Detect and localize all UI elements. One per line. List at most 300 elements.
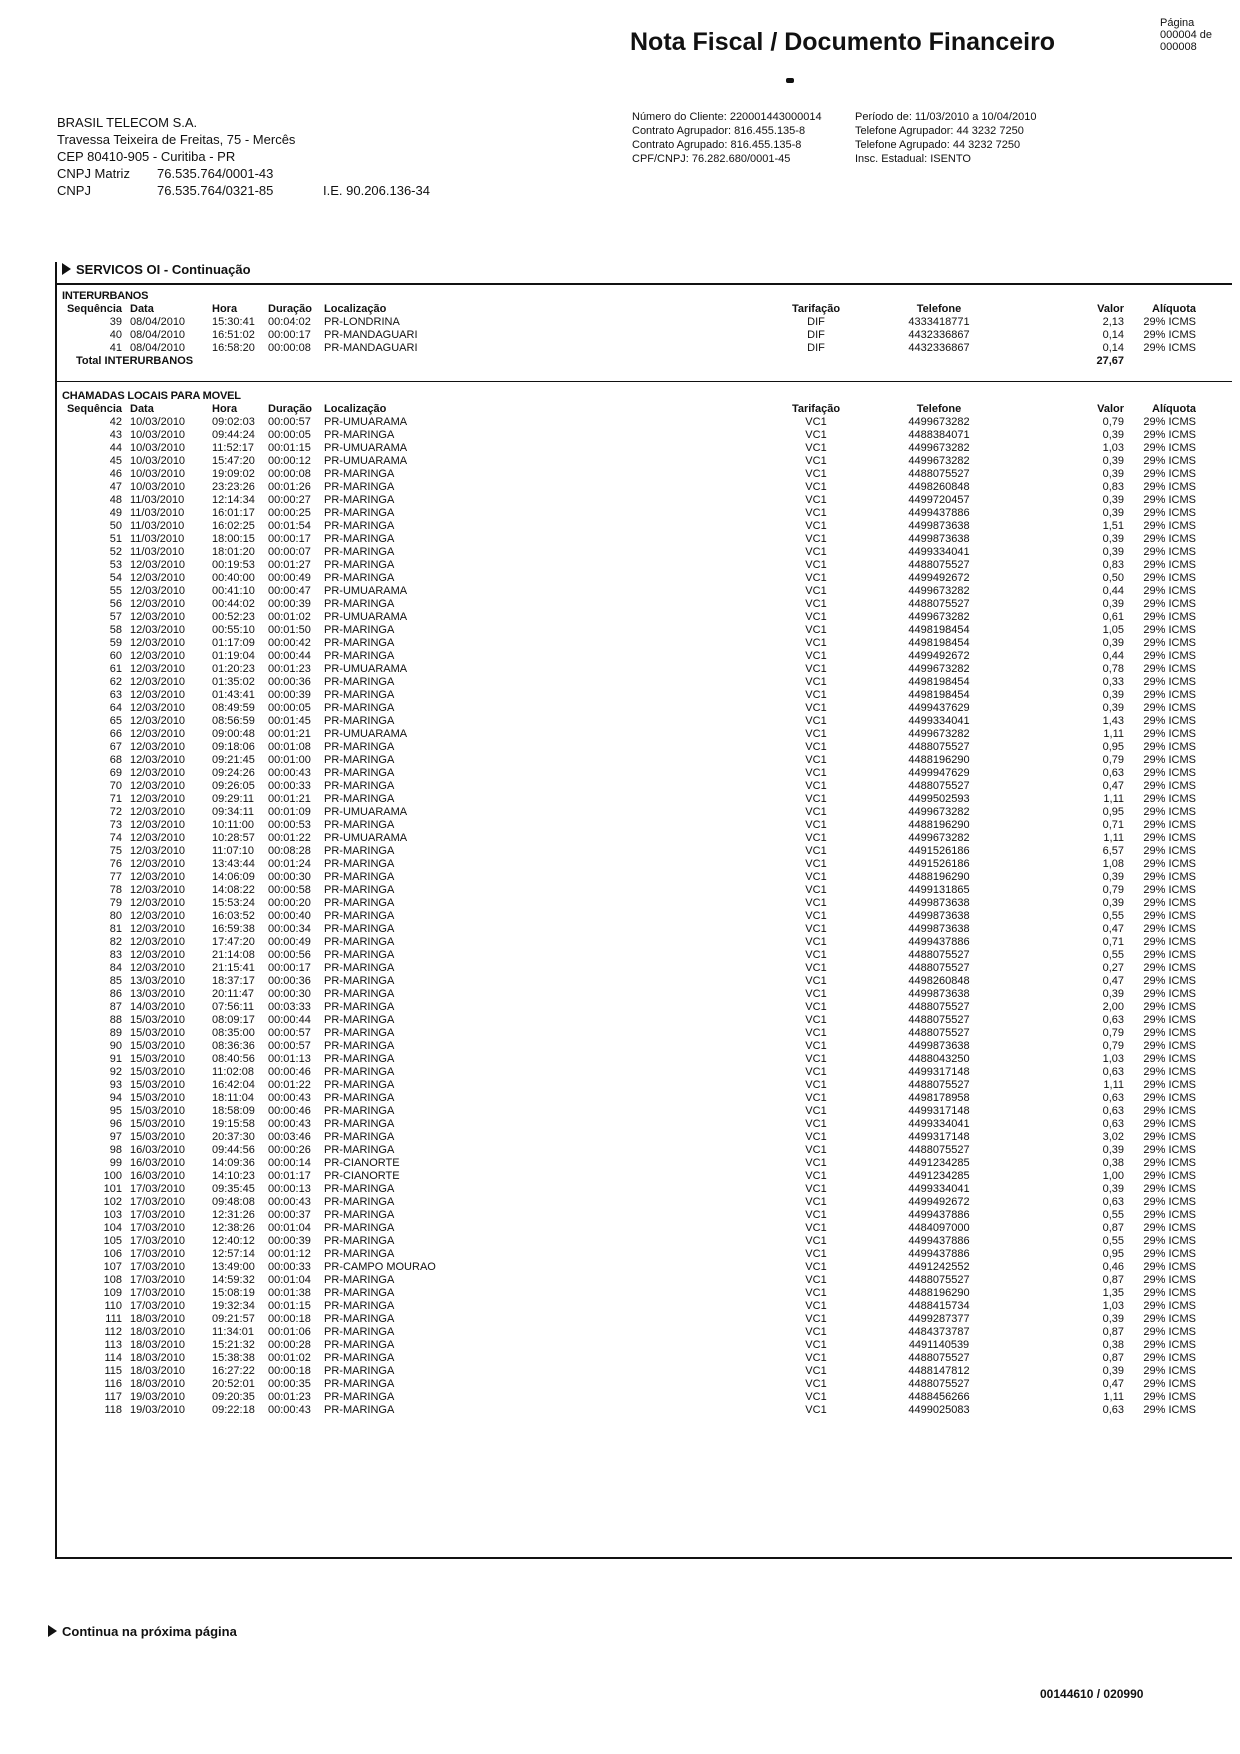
table-row: [62, 1183, 1196, 1196]
cell-seq: 48: [109, 494, 122, 506]
cell-duration: 00:03:33: [268, 1001, 311, 1013]
cell-seq: 90: [109, 1040, 122, 1052]
table-row: [62, 689, 1196, 702]
cell-seq: 100: [103, 1170, 122, 1182]
cell-date: 12/03/2010: [130, 559, 186, 571]
col-location: Localização: [324, 403, 387, 415]
cell-phone: 4499673282: [908, 728, 970, 740]
cell-duration: 00:00:43: [268, 1118, 311, 1130]
cell-date: 18/03/2010: [130, 1313, 186, 1325]
cell-phone: 4498260848: [908, 481, 970, 493]
cell-seq: 39: [109, 316, 122, 328]
cell-value: 0,63: [1102, 1118, 1124, 1130]
cell-date: 18/03/2010: [130, 1326, 186, 1338]
cell-date: 12/03/2010: [130, 572, 186, 584]
cell-phone: 4499131865: [908, 884, 970, 896]
cell-date: 15/03/2010: [130, 1118, 186, 1130]
cell-aliquota: 29% ICMS: [1143, 988, 1196, 1000]
col-tarifacao: Tarifação: [791, 303, 841, 315]
cell-duration: 00:00:27: [268, 494, 311, 506]
cell-seq: 93: [109, 1079, 122, 1091]
cell-location: PR-MANDAGUARI: [324, 329, 418, 341]
cell-tarifacao: VC1: [805, 1248, 827, 1260]
cell-time: 15:08:19: [212, 1287, 255, 1299]
cell-date: 11/03/2010: [130, 520, 185, 532]
cell-aliquota: 29% ICMS: [1143, 329, 1196, 341]
table-row: [62, 1365, 1196, 1378]
cell-tarifacao: VC1: [805, 910, 827, 922]
cell-date: 10/03/2010: [130, 416, 186, 428]
cell-seq: 47: [109, 481, 122, 493]
cell-seq: 114: [104, 1352, 122, 1364]
cell-aliquota: 29% ICMS: [1143, 650, 1196, 662]
cell-time: 01:17:09: [212, 637, 255, 649]
document-title: Nota Fiscal / Documento Financeiro: [630, 28, 1056, 56]
cell-location: PR-MARINGA: [324, 468, 395, 480]
cell-value: 0,33: [1102, 676, 1124, 688]
table-row: [62, 949, 1196, 962]
table-row: [62, 1209, 1196, 1222]
col-phone: Telefone: [916, 403, 962, 415]
cell-duration: 00:00:20: [268, 897, 311, 909]
cell-seq: 58: [109, 624, 122, 636]
cell-time: 16:42:04: [212, 1079, 255, 1091]
cell-date: 10/03/2010: [130, 468, 186, 480]
cell-aliquota: 29% ICMS: [1143, 962, 1196, 974]
cell-tarifacao: VC1: [805, 1053, 827, 1065]
cell-seq: 49: [109, 507, 122, 519]
cell-date: 12/03/2010: [130, 611, 186, 623]
cell-tarifacao: VC1: [805, 1131, 827, 1143]
cell-time: 09:22:18: [212, 1404, 255, 1416]
cell-date: 12/03/2010: [130, 624, 186, 636]
cell-seq: 62: [109, 676, 122, 688]
cell-phone: 4498178958: [908, 1092, 970, 1104]
cell-time: 16:58:20: [212, 342, 255, 354]
cell-duration: 00:00:49: [268, 572, 311, 584]
cell-time: 11:52:17: [212, 442, 255, 454]
cell-date: 12/03/2010: [130, 663, 186, 675]
cell-aliquota: 29% ICMS: [1143, 1326, 1196, 1338]
cell-location: PR-MARINGA: [324, 572, 395, 584]
cell-value: 0,38: [1102, 1339, 1124, 1351]
cell-phone: 4491234285: [908, 1157, 970, 1169]
cell-date: 12/03/2010: [130, 728, 186, 740]
cell-phone: 4499873638: [908, 1040, 970, 1052]
cell-duration: 00:01:12: [268, 1248, 311, 1260]
cell-duration: 00:01:15: [268, 442, 311, 454]
cell-value: 0,83: [1102, 481, 1124, 493]
cell-location: PR-CIANORTE: [324, 1157, 400, 1169]
cell-location: PR-MARINGA: [324, 494, 395, 506]
table-row: [62, 442, 1196, 455]
cell-date: 12/03/2010: [130, 962, 186, 974]
cell-seq: 77: [109, 871, 122, 883]
table-row: [62, 1196, 1196, 1209]
cell-value: 0,63: [1102, 1066, 1124, 1078]
cell-time: 01:35:02: [212, 676, 255, 688]
cnpj-matriz-label: CNPJ Matriz: [57, 166, 130, 181]
cell-location: PR-MARINGA: [324, 1313, 395, 1325]
cell-date: 12/03/2010: [130, 806, 186, 818]
cell-date: 15/03/2010: [130, 1053, 186, 1065]
cell-duration: 00:00:42: [268, 637, 311, 649]
cell-seq: 97: [109, 1131, 122, 1143]
cell-tarifacao: VC1: [805, 455, 827, 467]
cell-location: PR-MARINGA: [324, 845, 395, 857]
cell-time: 11:02:08: [212, 1066, 255, 1078]
cell-aliquota: 29% ICMS: [1143, 741, 1196, 753]
cell-date: 17/03/2010: [130, 1287, 186, 1299]
cell-date: 12/03/2010: [130, 754, 186, 766]
table-row: [62, 1287, 1196, 1300]
section-left-rule: [55, 262, 57, 1559]
cell-duration: 00:00:14: [268, 1157, 311, 1169]
cell-seq: 95: [109, 1105, 122, 1117]
col-date: Data: [130, 303, 154, 315]
col-time: Hora: [212, 303, 238, 315]
section-title: [62, 262, 251, 277]
phone-agrupado: Telefone Agrupado: 44 3232 7250: [855, 139, 1021, 151]
cell-duration: 00:00:44: [268, 650, 311, 662]
cell-aliquota: 29% ICMS: [1143, 1092, 1196, 1104]
cell-aliquota: 29% ICMS: [1143, 936, 1196, 948]
cell-aliquota: 29% ICMS: [1143, 949, 1196, 961]
table-row: [62, 676, 1196, 689]
cell-location: PR-MARINGA: [324, 533, 395, 545]
cell-seq: 44: [109, 442, 122, 454]
cell-time: 00:40:00: [212, 572, 255, 584]
company-name: BRASIL TELECOM S.A.: [57, 115, 198, 130]
cell-aliquota: 29% ICMS: [1143, 1040, 1196, 1052]
cell-location: PR-MARINGA: [324, 1404, 395, 1416]
cell-duration: 00:01:09: [268, 806, 311, 818]
cell-value: 0,55: [1102, 949, 1124, 961]
cell-tarifacao: VC1: [805, 832, 827, 844]
cell-location: PR-MARINGA: [324, 819, 395, 831]
cell-location: PR-MARINGA: [324, 754, 395, 766]
col-value: Valor: [1097, 303, 1124, 315]
cell-tarifacao: VC1: [805, 481, 827, 493]
cell-date: 19/03/2010: [130, 1404, 186, 1416]
cell-seq: 83: [109, 949, 122, 961]
cell-aliquota: 29% ICMS: [1143, 1313, 1196, 1325]
table-row: [62, 1313, 1196, 1326]
cell-seq: 57: [109, 611, 122, 623]
table-row: [62, 416, 1196, 429]
cell-date: 12/03/2010: [130, 858, 186, 870]
cell-duration: 00:01:26: [268, 481, 311, 493]
locais-table: [62, 403, 1196, 1417]
cell-phone: 4491140539: [908, 1339, 970, 1351]
cell-duration: 00:00:39: [268, 598, 311, 610]
cell-location: PR-MARINGA: [324, 1339, 395, 1351]
cell-value: 0,55: [1102, 1235, 1124, 1247]
cell-duration: 00:01:22: [268, 1079, 311, 1091]
cell-location: PR-MARINGA: [324, 1352, 395, 1364]
cell-seq: 68: [109, 754, 122, 766]
cell-tarifacao: VC1: [805, 507, 827, 519]
cell-seq: 53: [109, 559, 122, 571]
cell-time: 18:00:15: [212, 533, 255, 545]
cell-value: 0,39: [1102, 546, 1124, 558]
cell-seq: 64: [109, 702, 122, 714]
cell-date: 15/03/2010: [130, 1040, 186, 1052]
cell-aliquota: 29% ICMS: [1143, 1079, 1196, 1091]
cell-seq: 61: [109, 663, 122, 675]
cell-tarifacao: VC1: [805, 676, 827, 688]
cell-seq: 67: [109, 741, 122, 753]
cell-location: PR-UMUARAMA: [324, 416, 408, 428]
cell-time: 00:55:10: [212, 624, 255, 636]
cell-location: PR-MARINGA: [324, 1092, 395, 1104]
cell-duration: 00:00:58: [268, 884, 311, 896]
cell-duration: 00:01:38: [268, 1287, 311, 1299]
cell-duration: 00:01:23: [268, 663, 311, 675]
table-row: [62, 897, 1196, 910]
phone-agrupador: Telefone Agrupador: 44 3232 7250: [855, 125, 1024, 137]
logo-mark: [786, 78, 794, 83]
cell-duration: 00:00:25: [268, 507, 311, 519]
cell-location: PR-CAMPO MOURAO: [324, 1261, 436, 1273]
cell-tarifacao: VC1: [805, 1235, 827, 1247]
cell-aliquota: 29% ICMS: [1143, 637, 1196, 649]
table-row: [62, 910, 1196, 923]
cell-aliquota: 29% ICMS: [1143, 416, 1196, 428]
table-row: [62, 819, 1196, 832]
cell-duration: 00:00:46: [268, 1066, 311, 1078]
cell-duration: 00:01:54: [268, 520, 311, 532]
cell-date: 12/03/2010: [130, 689, 186, 701]
cell-seq: 54: [109, 572, 122, 584]
cell-location: PR-MARINGA: [324, 1391, 395, 1403]
cell-duration: 00:04:02: [268, 316, 311, 328]
cell-date: 08/04/2010: [130, 316, 186, 328]
cell-location: PR-MARINGA: [324, 624, 395, 636]
table-row: [62, 793, 1196, 806]
cell-tarifacao: VC1: [805, 780, 827, 792]
cell-date: 12/03/2010: [130, 910, 186, 922]
cell-date: 12/03/2010: [130, 702, 186, 714]
cell-location: PR-MARINGA: [324, 1079, 395, 1091]
cell-time: 20:52:01: [212, 1378, 255, 1390]
cell-date: 10/03/2010: [130, 442, 186, 454]
cell-duration: 00:01:27: [268, 559, 311, 571]
cell-value: 1,51: [1102, 520, 1124, 532]
table-row: [62, 884, 1196, 897]
cell-aliquota: 29% ICMS: [1143, 624, 1196, 636]
cell-time: 08:56:59: [212, 715, 255, 727]
cell-time: 14:10:23: [212, 1170, 255, 1182]
cell-duration: 00:00:39: [268, 689, 311, 701]
cell-value: 0,87: [1102, 1352, 1124, 1364]
cell-phone: 4499334041: [908, 1118, 970, 1130]
cell-tarifacao: VC1: [805, 650, 827, 662]
cell-duration: 00:01:00: [268, 754, 311, 766]
cell-time: 12:40:12: [212, 1235, 255, 1247]
cell-value: 0,39: [1102, 468, 1124, 480]
cell-location: PR-MARINGA: [324, 1287, 395, 1299]
cell-date: 12/03/2010: [130, 637, 186, 649]
page-label: Página: [1160, 17, 1195, 29]
cell-location: PR-MARINGA: [324, 598, 395, 610]
interurbanos-table: [62, 303, 1196, 368]
cell-date: 15/03/2010: [130, 1131, 186, 1143]
cell-time: 09:48:08: [212, 1196, 255, 1208]
cell-date: 11/03/2010: [130, 533, 185, 545]
cell-time: 19:09:02: [212, 468, 255, 480]
cell-seq: 78: [109, 884, 122, 896]
cell-tarifacao: VC1: [805, 1196, 827, 1208]
cell-phone: 4499673282: [908, 455, 970, 467]
cell-time: 09:02:03: [212, 416, 255, 428]
cell-time: 20:37:30: [212, 1131, 255, 1143]
cell-location: PR-MARINGA: [324, 1326, 395, 1338]
cell-value: 0,39: [1102, 871, 1124, 883]
cell-date: 10/03/2010: [130, 481, 186, 493]
cell-location: PR-MARINGA: [324, 1066, 395, 1078]
cell-phone: 4491526186: [908, 845, 970, 857]
cell-date: 12/03/2010: [130, 767, 186, 779]
cell-phone: 4498198454: [908, 637, 970, 649]
cell-value: 0,55: [1102, 910, 1124, 922]
cell-date: 11/03/2010: [130, 494, 185, 506]
cell-seq: 96: [109, 1118, 122, 1130]
page-info: [1160, 17, 1230, 53]
cell-phone: 4499947629: [908, 767, 970, 779]
cell-phone: 4484097000: [908, 1222, 970, 1234]
table-row: [62, 962, 1196, 975]
cell-phone: 4491526186: [908, 858, 970, 870]
cell-phone: 4499437886: [908, 1235, 970, 1247]
cell-tarifacao: VC1: [805, 754, 827, 766]
cell-phone: 4499437629: [908, 702, 970, 714]
cell-time: 01:19:04: [212, 650, 255, 662]
cell-date: 17/03/2010: [130, 1183, 186, 1195]
cell-value: 0,87: [1102, 1326, 1124, 1338]
cell-seq: 113: [104, 1339, 122, 1351]
cell-location: PR-MARINGA: [324, 1209, 395, 1221]
cell-aliquota: 29% ICMS: [1143, 1274, 1196, 1286]
table-row: [62, 1339, 1196, 1352]
table-row: [62, 611, 1196, 624]
cell-duration: 00:00:36: [268, 676, 311, 688]
cell-date: 11/03/2010: [130, 546, 185, 558]
cell-date: 12/03/2010: [130, 884, 186, 896]
cell-seq: 51: [109, 533, 122, 545]
cell-time: 14:09:36: [212, 1157, 255, 1169]
cell-duration: 00:00:17: [268, 533, 311, 545]
page-number: 000004 de 000008: [1160, 29, 1212, 53]
cell-phone: 4499873638: [908, 897, 970, 909]
cell-time: 18:58:09: [212, 1105, 255, 1117]
cell-aliquota: 29% ICMS: [1143, 1105, 1196, 1117]
cell-time: 09:24:26: [212, 767, 255, 779]
cell-aliquota: 29% ICMS: [1143, 1404, 1196, 1416]
cell-aliquota: 29% ICMS: [1143, 1066, 1196, 1078]
cell-value: 0,63: [1102, 767, 1124, 779]
table-row: [62, 936, 1196, 949]
table-row: [62, 1274, 1196, 1287]
table-row: [62, 533, 1196, 546]
table-row: [62, 832, 1196, 845]
cell-duration: 00:00:43: [268, 767, 311, 779]
table-row: [62, 1378, 1196, 1391]
cell-aliquota: 29% ICMS: [1143, 871, 1196, 883]
cell-duration: 00:01:02: [268, 611, 311, 623]
cell-phone: 4499873638: [908, 923, 970, 935]
col-aliquota: Alíquota: [1152, 403, 1196, 415]
cell-value: 0,14: [1102, 329, 1124, 341]
section-title-text: SERVICOS OI - Continuação: [76, 262, 251, 277]
cell-aliquota: 29% ICMS: [1143, 663, 1196, 675]
cell-date: 17/03/2010: [130, 1248, 186, 1260]
cell-aliquota: 29% ICMS: [1143, 793, 1196, 805]
cell-phone: 4498198454: [908, 624, 970, 636]
cell-duration: 00:00:17: [268, 329, 311, 341]
cell-phone: 4499673282: [908, 585, 970, 597]
cell-value: 0,39: [1102, 533, 1124, 545]
cell-value: 0,50: [1102, 572, 1124, 584]
cell-time: 16:51:02: [212, 329, 255, 341]
cell-tarifacao: VC1: [805, 572, 827, 584]
cell-time: 09:18:06: [212, 741, 255, 753]
cell-time: 18:11:04: [212, 1092, 255, 1104]
cell-value: 0,39: [1102, 637, 1124, 649]
cell-phone: 4499673282: [908, 611, 970, 623]
cell-time: 09:00:48: [212, 728, 255, 740]
cell-time: 14:59:32: [212, 1274, 255, 1286]
cell-value: 0,95: [1102, 741, 1124, 753]
table-row: [62, 1235, 1196, 1248]
cell-tarifacao: VC1: [805, 767, 827, 779]
cell-duration: 00:01:50: [268, 624, 311, 636]
cell-date: 12/03/2010: [130, 676, 186, 688]
cell-phone: 4499873638: [908, 520, 970, 532]
cell-phone: 4488043250: [908, 1053, 970, 1065]
cell-seq: 63: [109, 689, 122, 701]
cell-tarifacao: VC1: [805, 1391, 827, 1403]
cell-seq: 56: [109, 598, 122, 610]
cell-aliquota: 29% ICMS: [1143, 442, 1196, 454]
table-row: [62, 728, 1196, 741]
cell-aliquota: 29% ICMS: [1143, 546, 1196, 558]
cell-phone: 4488075527: [908, 1274, 970, 1286]
cell-tarifacao: VC1: [805, 1326, 827, 1338]
cell-seq: 112: [104, 1326, 122, 1338]
section-bottom-rule: [55, 1557, 1232, 1559]
cell-date: 17/03/2010: [130, 1300, 186, 1312]
col-seq: Sequência: [66, 403, 122, 415]
cell-time: 16:27:22: [212, 1365, 255, 1377]
cell-tarifacao: VC1: [805, 923, 827, 935]
cell-tarifacao: VC1: [805, 975, 827, 987]
cell-date: 08/04/2010: [130, 329, 186, 341]
cell-value: 0,39: [1102, 455, 1124, 467]
cell-value: 0,14: [1102, 342, 1124, 354]
cell-tarifacao: VC1: [805, 793, 827, 805]
cell-aliquota: 29% ICMS: [1143, 1261, 1196, 1273]
cell-value: 0,39: [1102, 1313, 1124, 1325]
cell-duration: 00:00:43: [268, 1404, 311, 1416]
cell-location: PR-MARINGA: [324, 429, 395, 441]
cell-date: 17/03/2010: [130, 1196, 186, 1208]
cell-seq: 116: [104, 1378, 122, 1390]
cell-date: 15/03/2010: [130, 1105, 186, 1117]
cell-seq: 82: [109, 936, 122, 948]
cell-time: 09:21:45: [212, 754, 255, 766]
cell-aliquota: 29% ICMS: [1143, 455, 1196, 467]
